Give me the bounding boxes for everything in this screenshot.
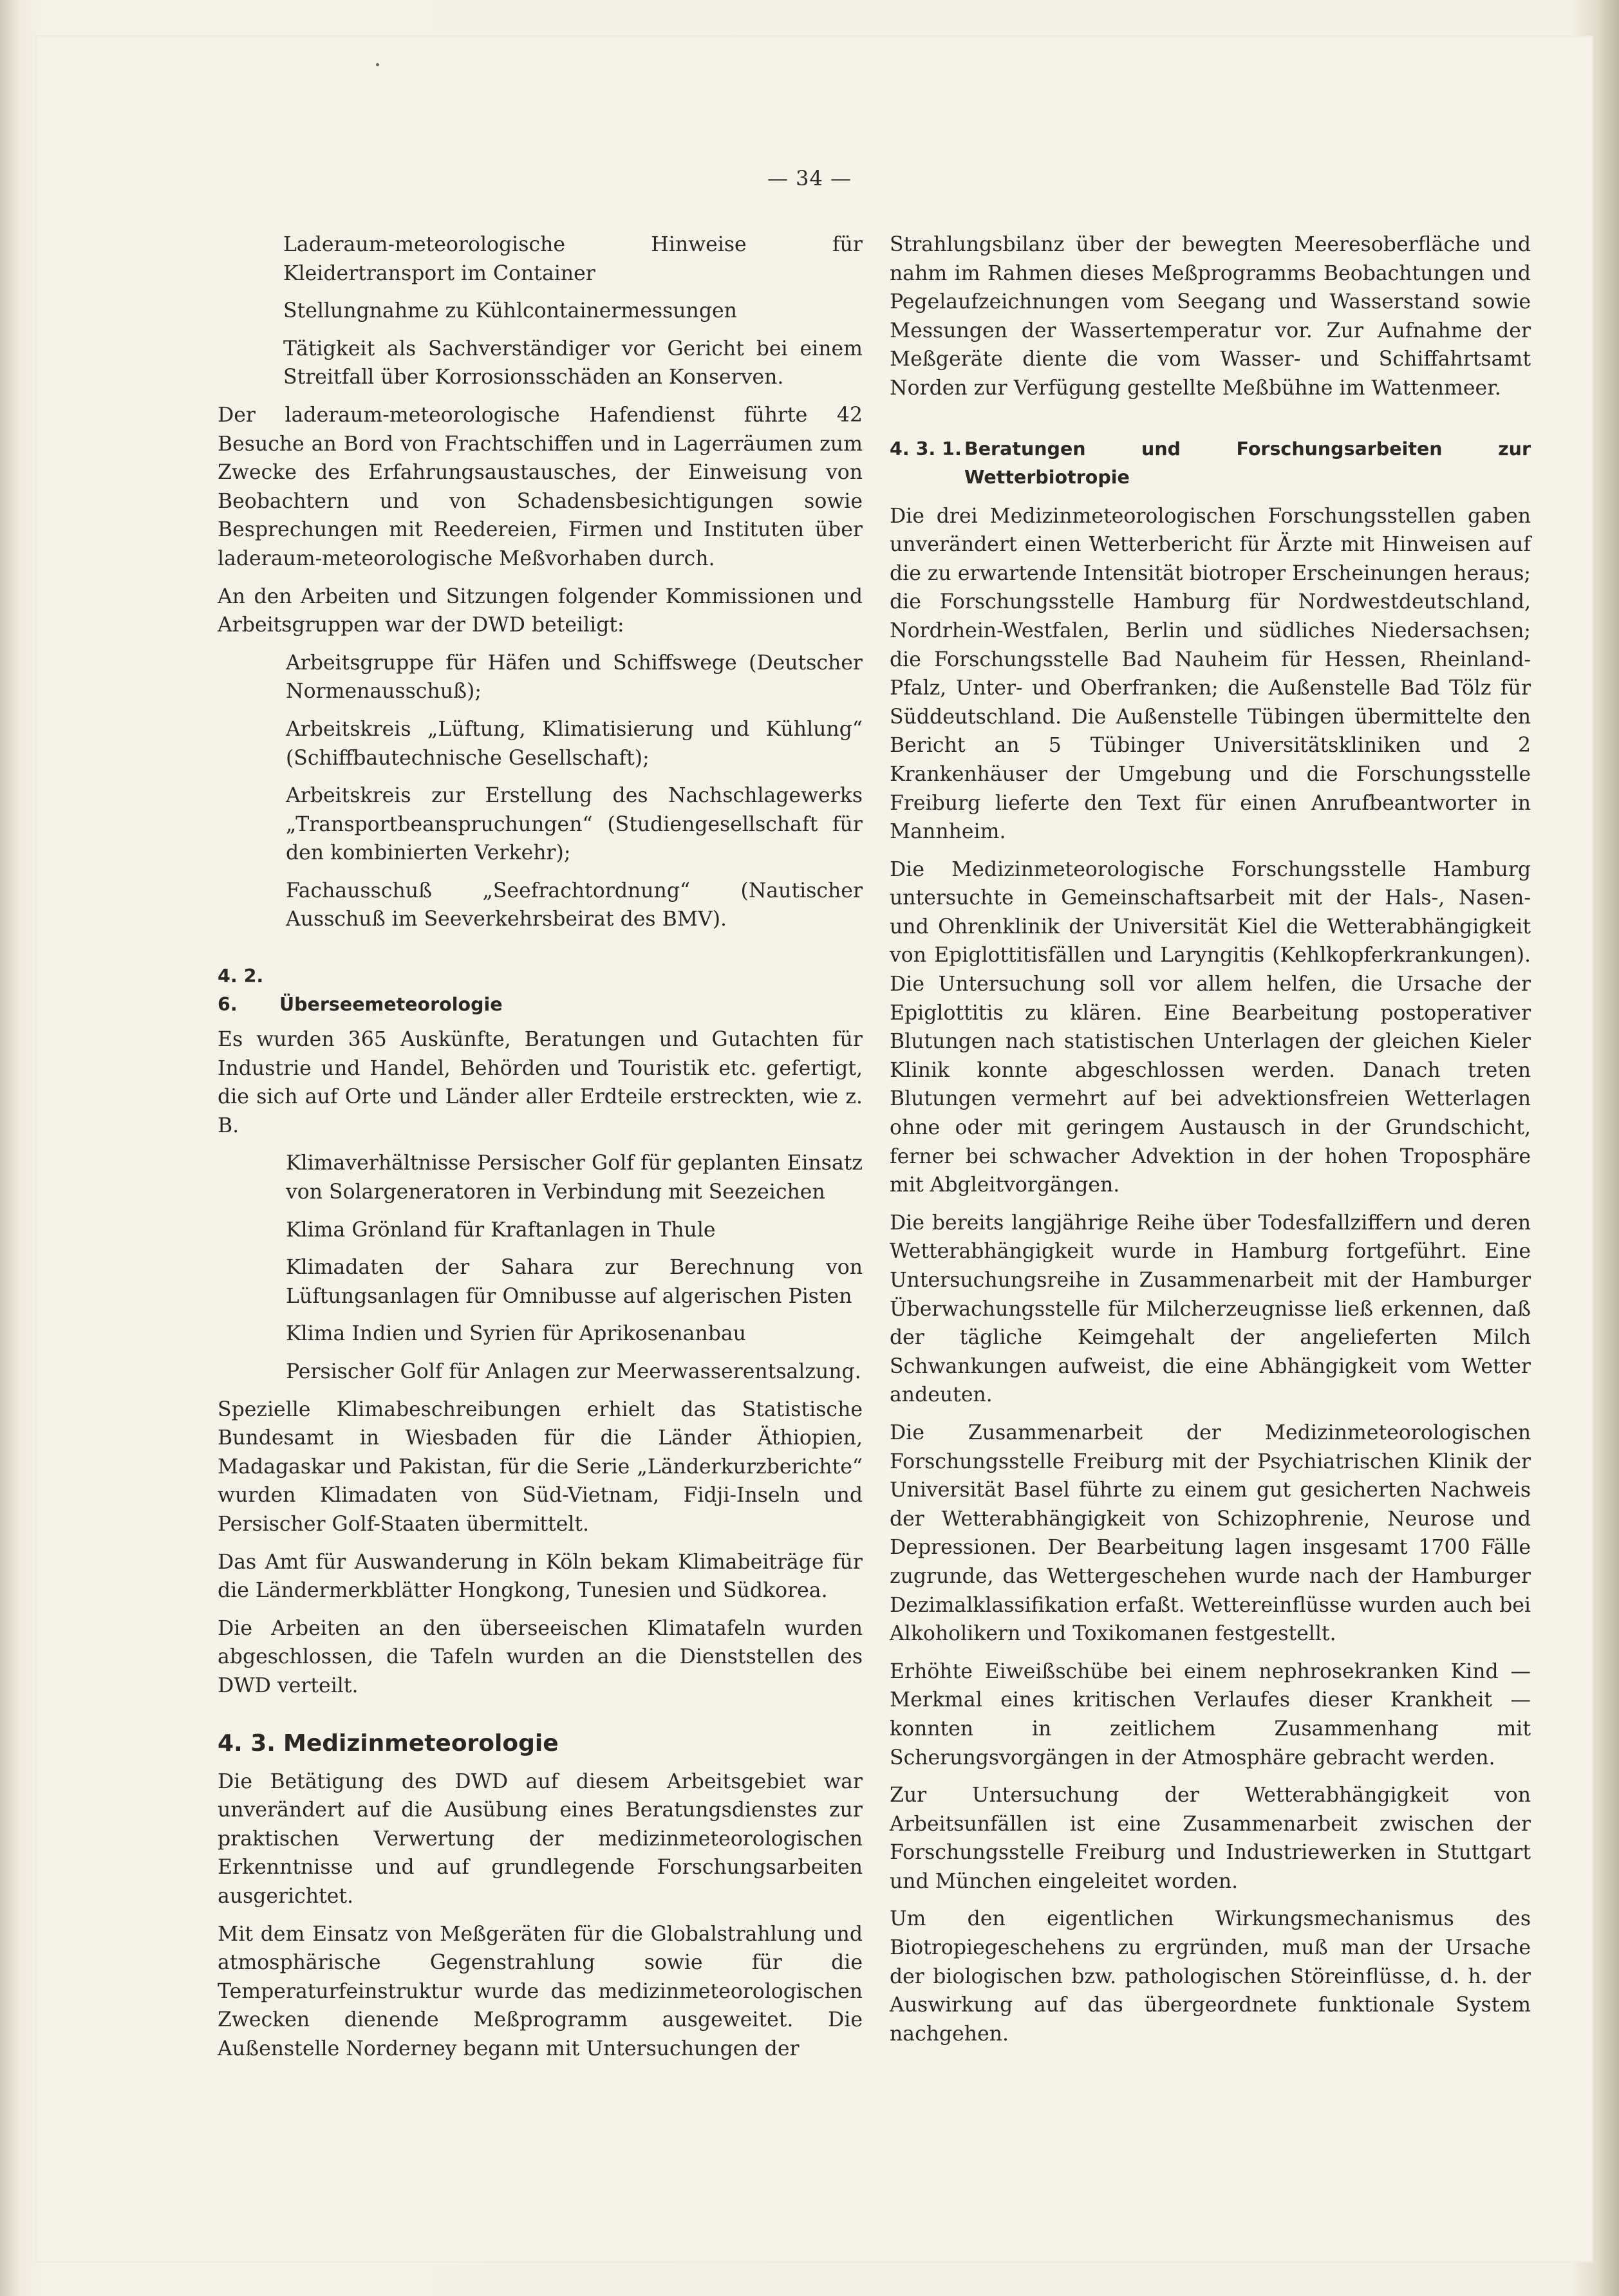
scan-speck [376,63,379,66]
section-number: 4. 3. [218,1730,276,1757]
paragraph: Die drei Medizinmeteorologischen Forschungsstellen gaben unverändert einen Wetterbericht für Ärzte mit Hinweisen auf die zu erwartende Intensität biotroper Erscheinungen heraus; die Forschungsstelle Hamburg für Nordwestdeutschland, Nordrhein-Westfalen, Berlin und südliches Niedersachsen; die Forschungsstelle Bad Nauheim für Hessen, Rheinland-Pfalz, Unter- und Oberfranken; die Außenstelle Bad Tölz für Süddeutschland. Die Außenstelle Tübingen übermittelte den Bericht an 5 Tübinger Universitätskliniken und 2 Krankenhäuser der Umgebung und die Forschungsstelle Freiburg lieferte den Text für einen Anrufbeantworter in Mannheim. [890,504,1531,844]
list-item: Arbeitsgruppe für Häfen und Schiffswege (Deutscher Normenausschuß); [286,651,863,704]
list-item: Tätigkeit als Sachverständiger vor Gericht bei einem Streitfall über Korrosionsschäden an Konserven. [283,337,863,389]
paragraph: Der laderaum-meteorologische Hafendienst führte 42 Besuche an Bord von Frachtschiffen und in Lagerräumen zum Zwecke des Erfahrungsaustausches, der Einweisung von Beobachtern und von Schadensbesichtigungen sowie Besprechungen mit Reedereien, Firmen und Instituten über laderaum-meteorologische Meßvorhaben durch. [218,403,863,570]
list-item: Klimaverhältnisse Persischer Golf für geplanten Einsatz von Solargeneratoren in Verbindung mit Seezeichen [286,1152,863,1204]
section-heading [218,962,863,1019]
section-number: 4. 3. 1. [890,438,962,460]
paragraph: Zur Untersuchung der Wetterabhängigkeit von Arbeitsunfällen ist eine Zusammenarbeit zwischen der Forschungsstelle Freiburg und Industriewerken in Stuttgart und München eingeleitet worden. [890,1784,1531,1893]
section-title: Medizinmeteorologie [283,1730,559,1757]
section-heading [218,1728,863,1760]
list-item: Klima Indien und Syrien für Aprikosenanbau [286,1322,746,1346]
left-column [218,230,863,2072]
list-item: Klimadaten der Sahara zur Berechnung von Lüftungsanlagen für Omnibusse auf algerischen Pisten [286,1256,863,1308]
paragraph: Die Arbeiten an den überseeischen Klimatafeln wurden abgeschlossen, die Tafeln wurden an die Dienststellen des DWD verteilt. [218,1616,863,1697]
list-item: Klima Grönland für Kraftanlagen in Thule [286,1218,716,1242]
right-column [890,230,1531,2057]
paragraph: Die Betätigung des DWD auf diesem Arbeitsgebiet war unverändert auf die Ausübung eines Beratungsdienstes zur praktischen Verwertung der medizinmeteorologischen Erkenntnisse und auf grundlegende Forschungsarbeiten ausgerichtet. [218,1769,863,1908]
section-title: Überseemeteorologie [279,994,503,1016]
list-item: Laderaum-meteorologische Hinweise für Kleidertransport im Container [283,233,863,285]
paragraph: Strahlungsbilanz über der bewegten Meeresoberfläche und nahm im Rahmen dieses Meßprogramms Beobachtungen und Pegelaufzeichnungen vom Seegang und Wasserstand sowie Messungen der Wassertemperatur vor. Zur Aufnahme der Meßgeräte diente die vom Wasser- und Schiffahrtsamt Norden zur Verfügung gestellte Meßbühne im Wattenmeer. [890,233,1531,400]
paragraph: An den Arbeiten und Sitzungen folgender Kommissionen und Arbeitsgruppen war der DWD beteiligt: [218,584,863,637]
list-item: Arbeitskreis zur Erstellung des Nachschlagewerks „Transportbeanspruchungen“ (Studiengesellschaft für den kombinierten Verkehr); [286,784,863,865]
paragraph: Um den eigentlichen Wirkungsmechanismus des Biotropiegeschehens zu ergründen, muß man der Ursache der biologischen bzw. pathologischen Störeinflüsse, d. h. der Auswirkung auf das übergeordnete funktionale System nachgehen. [890,1907,1531,2046]
paragraph: Es wurden 365 Auskünfte, Beratungen und Gutachten für Industrie und Handel, Behörden und Touristik etc. gefertigt, die sich auf Orte und Länder aller Erdteile erstreckten, wie z. B. [218,1028,863,1137]
list-item: Fachausschuß „Seefrachtordnung“ (Nautischer Ausschuß im Seeverkehrsbeirat des BMV). [286,879,863,931]
section-title: Beratungen und Forschungsarbeiten zur Wetterbiotropie [964,438,1531,488]
paragraph: Erhöhte Eiweißschübe bei einem nephrosekranken Kind — Merkmal eines kritischen Verlaufes dieser Krankheit — konnten in zeitlichem Zusammenhang mit Scherungsvorgängen in der Atmosphäre gebracht werden. [890,1659,1531,1769]
paragraph: Die Zusammenarbeit der Medizinmeteorologischen Forschungsstelle Freiburg mit der Psychiatrischen Klinik der Universität Basel führte zu einem gut gesicherten Nachweis der Wetterabhängigkeit von Schizophrenie, Neurose und Depressionen. Der Bearbeitung lagen insgesamt 1700 Fälle zugrunde, das Wettergeschehen wurde nach der Hamburger Dezimalklassifikation erfaßt. Wettereinflüsse wurden auch bei Alkoholikern und Toxikomanen festgestellt. [890,1421,1531,1646]
list-item: Persischer Golf für Anlagen zur Meerwasserentsalzung. [286,1360,861,1383]
paragraph: Die bereits langjährige Reihe über Todesfallziffern und deren Wetterabhängigkeit wurde in Hamburg fortgeführt. Eine Untersuchungsreihe in Zusammenarbeit mit der Hamburger Überwachungsstelle für Milcherzeugnisse ließ erkennen, daß der tägliche Keimgehalt der angelieferten Milch Schwankungen aufweist, die eine Abhängigkeit vom Wetter andeuten. [890,1211,1531,1407]
paragraph: Spezielle Klimabeschreibungen erhielt das Statistische Bundesamt in Wiesbaden für die Länder Äthiopien, Madagaskar und Pakistan, für die Serie „Länderkurzberichte“ wurden Klimadaten von Süd-Vietnam, Fidji-Inseln und Persischer Golf-Staaten übermittelt. [218,1397,863,1536]
paragraph: Mit dem Einsatz von Meßgeräten für die Globalstrahlung und atmosphärische Gegenstrahlung sowie für die Temperaturfeinstruktur wurde das medizinmeteorologischen Zwecken dienende Meßprogramm ausgeweitet. Die Außenstelle Norderney begann mit Untersuchungen der [218,1922,863,2060]
section-number: 4. 2. 6. [218,966,264,1016]
section-heading [890,435,1531,492]
page-number: — 34 — [767,166,852,191]
paragraph: Die Medizinmeteorologische Forschungsstelle Hamburg untersuchte in Gemeinschaftsarbeit mit der Hals-, Nasen- und Ohrenklinik der Universität Kiel die Wetterabhängigkeit von Epiglottitisfällen und Laryngitis (Kehlkopferkrankungen). Die Untersuchung soll vor allem helfen, die Ursache der Epiglottitis zu klären. Eine Bearbeitung postoperativer Blutungen nach statistischen Unterlagen der gleichen Kieler Klinik konnte abgeschlossen werden. Danach treten Blutungen vermehrt auf bei advektionsfreien Wetterlagen ohne oder mit geringem Austausch in der Grundschicht, ferner bei schwacher Advektion in der hohen Troposphäre mit Abgleitvorgängen. [890,857,1531,1197]
list-item: Stellungnahme zu Kühlcontainermessungen [283,299,737,323]
paragraph: Das Amt für Auswanderung in Köln bekam Klimabeiträge für die Ländermerkblätter Hongkong, Tunesien und Südkorea. [218,1550,863,1603]
list-item: Arbeitskreis „Lüftung, Klimatisierung und Kühlung“ (Schiffbautechnische Gesellschaft); [286,717,863,770]
